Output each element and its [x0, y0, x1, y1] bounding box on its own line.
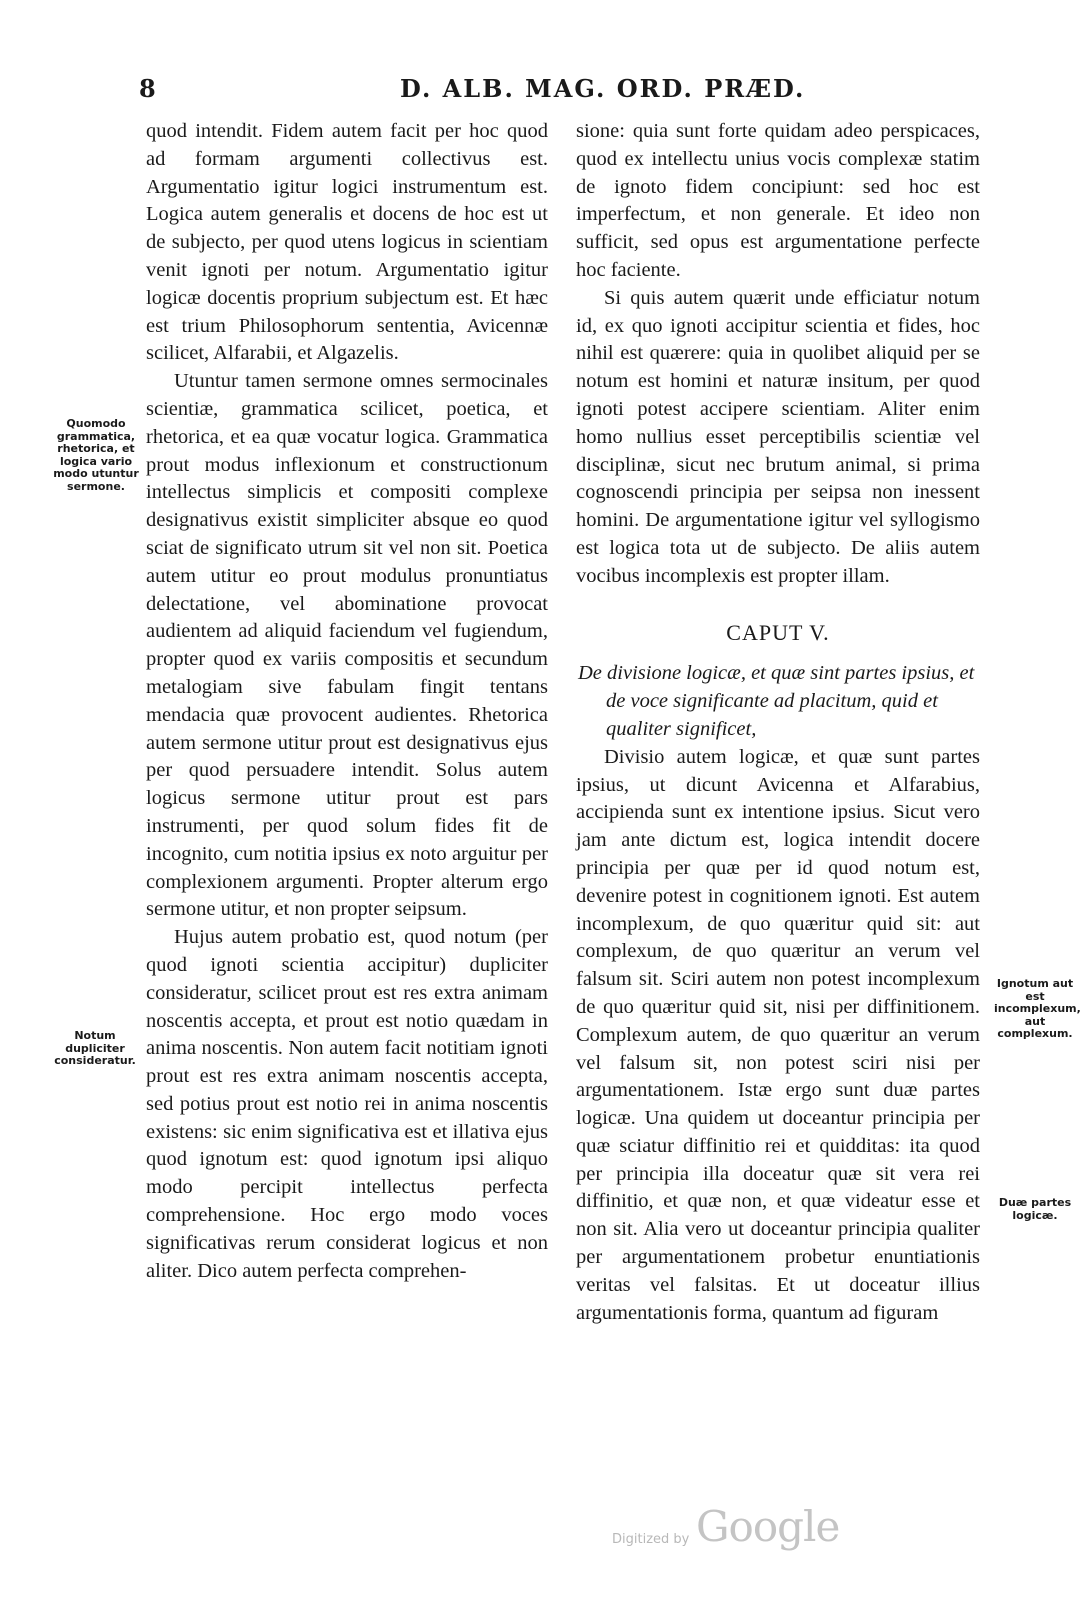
page-number: 8 [139, 74, 156, 103]
chapter-subtitle: De divisione logicæ, et quæ sint partes ipsius, et de voce significante ad placitum, quid et qualiter significet, [578, 662, 975, 740]
paragraph: Divisio autem logicæ, et quæ sunt partes ipsius, ut dicunt Avicenna et Alfarabius, accipienda sunt ex intentione ipsius. Sicut vero jam ante dictum est, logica intendit docere principia per quæ per id quod notum est, devenire potest in cognitionem ignoti. Est autem incomplexum, de quo quæritur quid sit: aut complexum, de quo quæritur an verum vel falsum sit. Sciri autem non potest incomplexum de quo quæritur quid sit, nisi per diffinitionem. Complexum autem, de quo quæritur an verum vel falsum sit, non potest sciri nisi per argumentationem. Istæ ergo sunt duæ partes logicæ. Una quidem ut doceantur principia per quæ sciatur diffinitio rei et quidditas: ita quod per principia illa doceatur quæ sit vera rei diffinitio, et quæ non, et quæ videatur esse et non sit. Alia vero ut doceantur principia qualiter per argumentationem probetur enuntiationis veritas vel falsitas. Et ut doceatur illius argumentationis forma, quantum ad figuram [576, 745, 980, 1324]
margin-note: Notum dupliciter consideratur. [54, 1029, 136, 1067]
paragraph: sione: quia sunt forte quidam adeo perspicaces, quod ex intellectu unius vocis complexæ statim de ignoto fidem concipiunt: sed hoc est imperfectum, et non generale. Et ideo non sufficit, sed opus est argumentatione perfecte hoc faciente. [576, 120, 980, 281]
right-column [576, 118, 980, 1327]
margin-note: Duæ partes logicæ. [998, 1196, 1072, 1222]
running-title: D. ALB. MAG. ORD. PRÆD. [400, 74, 806, 103]
paragraph: Hujus autem probatio est, quod notum (per quod ignoti scientia accipitur) dupliciter consideratur, scilicet prout est res extra animam noscentis accepta, et prout est notio quædam in anima noscentis. Non autem facit notitiam ignoti prout est res extra animam noscentis accepta, sed potius prout est notio rei in anima noscentis existens: sic enim significativa est et illativa ejus quod ignotum est: quod ignotum ipsi aliquo modo percipit intellectus perfecta comprehensione. Hoc ergo modo voces significativas rerum considerat logicus et non aliter. Dico autem perfecta comprehen- [146, 926, 548, 1282]
page-header [0, 74, 1085, 110]
paragraph: Si quis autem quærit unde efficiatur notum id, ex quo ignoti accipitur scientia et fides, hoc nihil est quærere: quia in quolibet aliquid per se notum est homini et naturæ insitum, per quod ignoti potest accipere scientiam. Aliter enim homo nullius esset perceptibilis scientiæ vel disciplinæ, sicut nec brutum animal, si prima cognoscendi principia per seipsa non inessent homini. De argumentatione igitur vel syllogismo est logica tota ut de subjecto. De aliis autem vocibus incomplexis est propter illam. [576, 286, 980, 587]
digitized-label: Digitized by [612, 1532, 690, 1547]
digitized-by-google-watermark [612, 1502, 852, 1552]
chapter-heading: CAPUT V. [726, 619, 830, 645]
paragraph: quod intendit. Fidem autem facit per hoc quod ad formam argumenti collectivus est. Argumentatio igitur logici instrumentum est. Logica autem generalis et docens de hoc est ut de subjecto, per quod utens logicus in scientiam venit ignoti per notum. Argumentatio igitur logicæ docentis proprium subjectum est. Et hæc est trium Philosophorum sententia, Avicennæ scilicet, Alfarabii, et Algazelis. [146, 120, 548, 365]
margin-note: Ignotum aut est incomplexum, aut complexum. [994, 977, 1081, 1040]
paragraph: Utuntur tamen sermone omnes sermocinales scientiæ, grammatica scilicet, poetica, et rhetorica, et ea quæ vocatur logica. Grammatica prout modus inflexionum et constructionum intellectus simplicis et compositi complexe designativus existit simpliciter absque eo quod sciat de significato utrum sit vel non sit. Poetica autem utitur eo prout modulus pronuntiatus delectatione, vel abominatione provocat audientem ad aliquid faciendum vel fugiendum, propter quod ex variis compositis et secundum metalogiam sive fabulam fingit tentans mendacia quæ provocent audientes. Rhetorica autem sermone utitur prout est designativus ejus per quod persuadere intendit. Solus autem logicus sermone utitur prout est pars instrumenti, per quod solum fides fit de incognito, cum notitia ipsius ex noto arguitur per complexionem argumenti. Propter alterum ergo sermone utitur, et non propter seipsum. [146, 370, 548, 921]
google-logo: Google [696, 1502, 840, 1551]
margin-note: Quomodo grammatica, rhetorica, et logica vario modo utuntur sermone. [53, 417, 139, 493]
left-column [146, 118, 548, 1285]
